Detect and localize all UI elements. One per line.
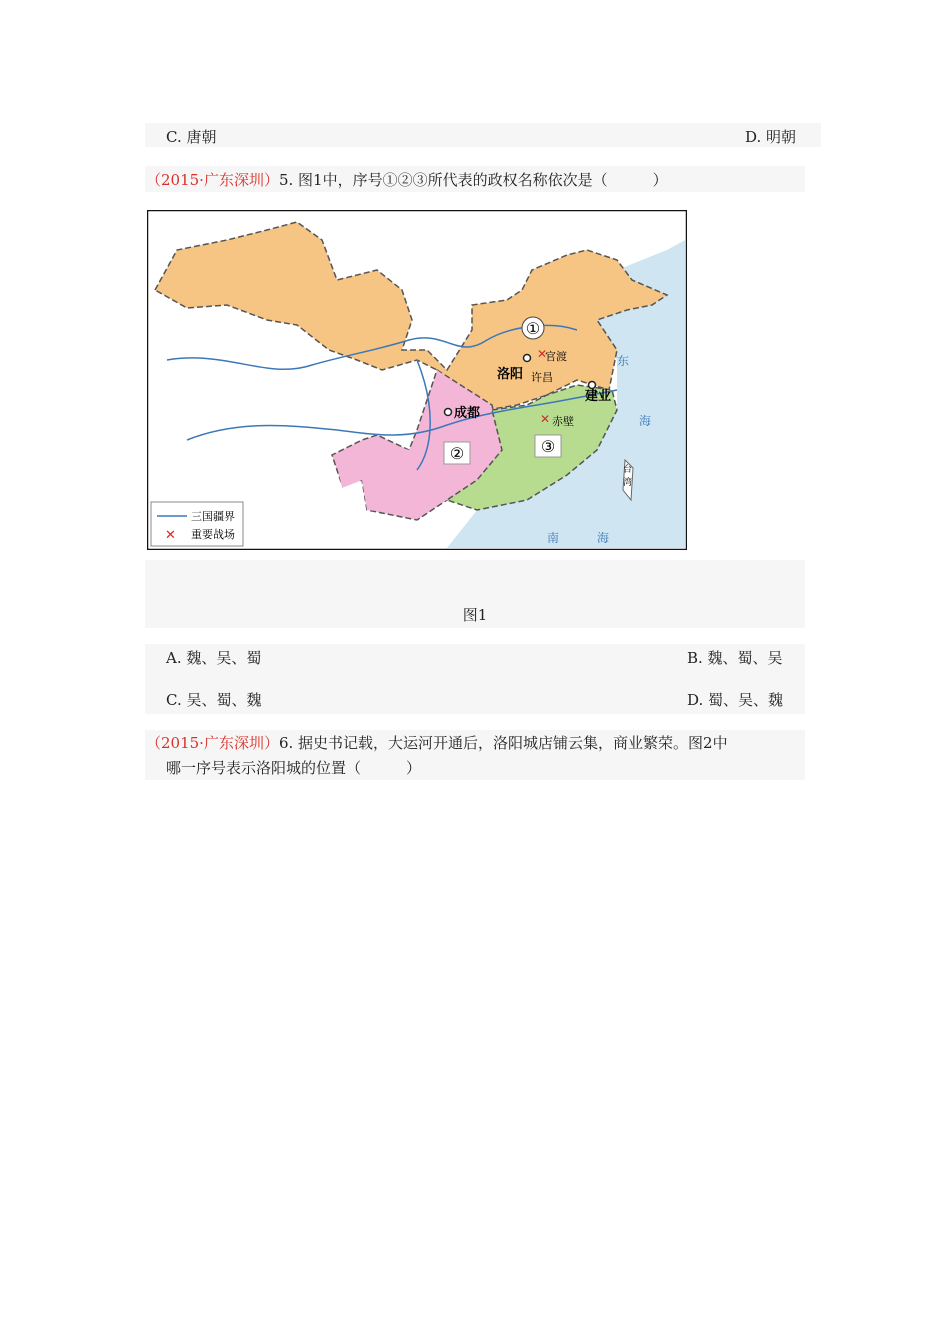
sea-east-2: 海 bbox=[639, 414, 652, 428]
sea-east-1: 东 bbox=[617, 354, 630, 368]
chengdu-dot bbox=[445, 409, 452, 416]
figure-caption: 图1 bbox=[462, 606, 488, 624]
sea-south-2: 海 bbox=[597, 531, 610, 545]
marker-two: ② bbox=[449, 444, 465, 463]
q5-option-a: A. 魏、吴、蜀 bbox=[166, 649, 262, 667]
marker-one: ① bbox=[525, 319, 541, 338]
q6-question-line1 bbox=[146, 733, 728, 753]
city-xuchang: 许昌 bbox=[531, 371, 553, 384]
q5-option-d: D. 蜀、吴、魏 bbox=[687, 691, 784, 709]
q5-option-c: C. 吴、蜀、魏 bbox=[166, 691, 262, 709]
q4-option-d: D. 明朝 bbox=[745, 128, 797, 146]
q6-question-line2: 哪一序号表示洛阳城的位置（ ） bbox=[166, 759, 422, 777]
q4-options-band bbox=[145, 123, 821, 147]
q5-question bbox=[146, 170, 668, 190]
city-jianye: 建业 bbox=[585, 389, 612, 404]
chibi-battle: ✕ bbox=[540, 412, 551, 426]
q5-option-b: B. 魏、蜀、吴 bbox=[687, 649, 783, 667]
legend-battle-label: 重要战场 bbox=[191, 528, 235, 541]
city-chibi: 赤壁 bbox=[552, 415, 574, 428]
jianye-dot bbox=[589, 382, 596, 389]
q5-source: （2015·广东深圳） bbox=[146, 171, 279, 189]
taiwan-label-1: 台 bbox=[623, 465, 633, 475]
taiwan-label-2: 湾 bbox=[623, 478, 633, 488]
legend-border-label: 三国疆界 bbox=[191, 510, 235, 523]
city-chengdu: 成都 bbox=[454, 406, 481, 421]
guandu-battle: ✕ bbox=[537, 347, 548, 361]
city-guandu: 官渡 bbox=[545, 350, 567, 363]
q5-text: 5. 图1中，序号①②③所代表的政权名称依次是（ ） bbox=[278, 171, 668, 189]
marker-three: ③ bbox=[540, 437, 556, 456]
three-kingdoms-map bbox=[147, 210, 687, 550]
sea-south-1: 南 bbox=[547, 531, 560, 545]
q6-text-1: 6. 据史书记载，大运河开通后，洛阳城店铺云集，商业繁荣。图2中 bbox=[278, 734, 728, 752]
q4-option-c: C. 唐朝 bbox=[166, 128, 217, 146]
luoyang-dot bbox=[524, 355, 531, 362]
q6-source: （2015·广东深圳） bbox=[146, 734, 279, 752]
city-luoyang: 洛阳 bbox=[497, 367, 524, 382]
legend-battle-icon: ✕ bbox=[165, 528, 176, 543]
